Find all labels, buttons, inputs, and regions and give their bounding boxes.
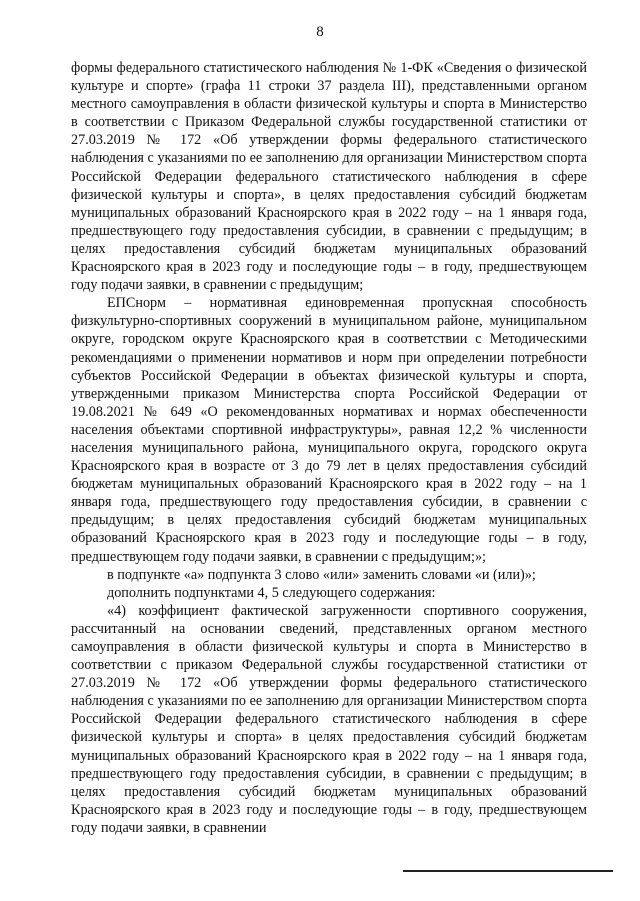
footer-rule: [403, 870, 613, 872]
paragraph-amendment-subpoint-a: в подпункте «а» подпункта 3 слово «или» заменить словами «и (или)»;: [107, 566, 536, 583]
paragraph-add-subpoints: дополнить подпунктами 4, 5 следующего содержания:: [107, 584, 436, 601]
document-body: [71, 59, 587, 837]
paragraph-epsnorm-definition: ЕПСнорм – нормативная единовременная пропускная способность физкультурно-спортивных сооружений в муниципальном районе, муниципальном округе, городском округе Красноярского края в соответствии с Методическими рекомендациями о применении нормативов и норм при определении потребности субъектов Российской Федерации в объектах физической культуры и спорта, утвержденными приказом Министерства спорта Российской Федерации от 19.08.2021 № 649 «О рекомендованных нормативах и нормах обеспеченности населения объектами спортивной инфраструктуры», равная 12,2 % численности населения муниципального района, муниципального округа, городского округа Красноярского края в возрасте от 3 до 79 лет в целях предоставления субсидий бюджетам муниципальных образований Красноярского края в 2022 году – на 1 января года, предшествующего году предоставления субсидии, в сравнении с предыдущим; в целях предоставления субсидий бюджетам муниципальных образований Красноярского края в 2023 году и последующие годы – в году, предшествующем году подачи заявки, в сравнении с предыдущим;»;: [71, 295, 587, 565]
paragraph-subpoint-4: «4) коэффициент фактической загруженности спортивного сооружения, рассчитанный на основании сведений, представленных органом местного самоуправления в области физической культуры и спорта в Министерство в соответствии с приказом Федеральной службы государственной статистики от 27.03.2019 № 172 «Об утверждении формы федерального статистического наблюдения с указаниями по ее заполнению для организации Министерством спорта Российской Федерации федерального статистического наблюдения в сфере физической культуры и спорта» в целях предоставления субсидий бюджетам муниципальных образований Красноярского края в 2022 году – на 1 января года, предшествующего году предоставления субсидии, в сравнении с предыдущим; в целях предоставления субсидий бюджетам муниципальных образований Красноярского края в 2023 году и последующие годы – в году, предшествующем году подачи заявки, в сравнении: [71, 602, 587, 836]
page-number: 8: [316, 24, 324, 40]
paragraph-continuation: формы федерального статистического наблюдения № 1-ФК «Сведения о физической культуре и спорте» (графа 11 строки 37 раздела III), представленными органом местного самоуправления в области физической культуры и спорта в Министерство в соответствии с Приказом Федеральной службы государственной статистики от 27.03.2019 № 172 «Об утверждении формы федерального статистического наблюдения с указаниями по ее заполнению для организации Министерством спорта Российской Федерации федерального статистического наблюдения в сфере физической культуры и спорта», в целях предоставления субсидий бюджетам муниципальных образований Красноярского края в 2022 году – на 1 января года, предшествующего году предоставления субсидии, в сравнении с предыдущим; в целях предоставления субсидий бюджетам муниципальных образований Красноярского края в 2023 году и последующие годы – в году, предшествующем году подачи заявки, в сравнении с предыдущим;: [71, 60, 587, 294]
